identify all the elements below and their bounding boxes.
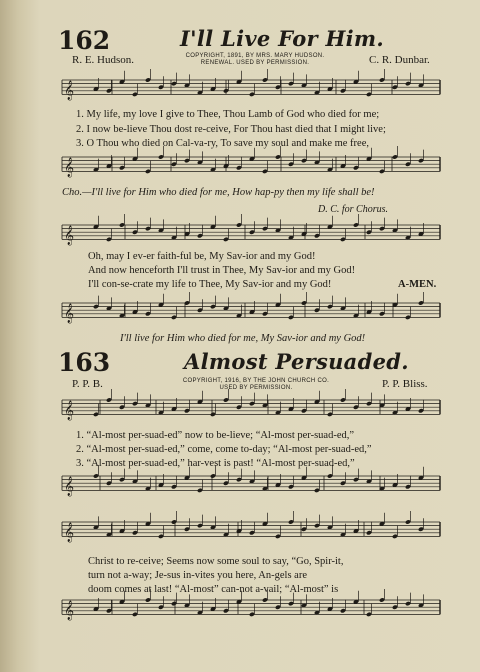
amen-text: A-MEN. <box>398 279 437 290</box>
author-credit: P. P. Bliss. <box>382 378 428 390</box>
verse-line: 3. O Thou who died on Cal-va-ry, To save my soul and make me free, <box>76 138 370 149</box>
clef-icon: 𝄞 <box>64 80 75 101</box>
hymn-title: Almost Persuaded. <box>184 349 409 374</box>
author-credit: C. R. Dunbar. <box>369 54 430 66</box>
verse-line: 1. “Al-most per-suad-ed” now to be-lieve; “Al-most per-suad-ed,” <box>76 430 355 441</box>
verse-line: 1. My life, my love I give to Thee, Thou Lamb of God who died for me; <box>76 109 380 120</box>
clef-icon: 𝄞 <box>64 400 75 421</box>
clef-icon: 𝄞 <box>64 225 75 246</box>
copyright-notice <box>178 378 334 391</box>
verse-line: turn not a-way; Je-sus in-vites you here, An-gels are <box>88 570 307 581</box>
chorus-line: I'll live for Him who died for me, My Sav-ior and my God! <box>120 333 366 344</box>
verse-line: doom comes at last! “Al-most” can-not a-vail; “Al-most” is <box>88 584 339 595</box>
verse-line: 2. I now be-lieve Thou dost re-ceive, For Thou hast died that I might live; <box>76 124 386 135</box>
copyright-line: COPYRIGHT, 1891, BY MRS. MARY HUDSON. <box>185 53 325 59</box>
verse-line: And now henceforth I'll trust in Thee, My Sav-ior and my God! <box>88 265 356 276</box>
copyright-line: USED BY PERMISSION. <box>219 384 293 391</box>
composer-credit: R. E. Hudson. <box>72 54 135 66</box>
verse-line: Oh, may I ev-er faith-ful be, My Sav-ior and my God! <box>88 251 316 262</box>
verse-line: 2. “Al-most per-suad-ed,” come, come to-day; “Al-most per-suad-ed,” <box>76 444 372 455</box>
clef-icon: 𝄞 <box>64 600 75 621</box>
copyright-line: RENEWAL. USED BY PERMISSION. <box>200 59 310 66</box>
verse-line: 3. “Al-most per-suad-ed,” har-vest is past! “Al-most per-suad-ed,” <box>76 458 355 469</box>
copyright-line: COPYRIGHT, 1916, BY THE JOHN CHURCH CO. <box>182 378 330 384</box>
clef-icon: 𝄞 <box>64 522 75 543</box>
verse-line: I'll con-se-crate my life to Thee, My Sav-ior and my God! <box>88 279 332 290</box>
clef-icon: 𝄞 <box>64 476 75 497</box>
clef-icon: 𝄞 <box>64 157 75 178</box>
verse-line: Christ to re-ceive; Seems now some soul to say, “Go, Spir-it, <box>88 556 344 567</box>
composer-credit: P. P. B. <box>72 378 103 390</box>
chorus-line: Cho.—I'll live for Him who died for me, How hap-py then my life shall be! <box>62 187 375 198</box>
clef-icon: 𝄞 <box>64 303 75 324</box>
hymn-title: I'll Live For Him. <box>180 26 385 51</box>
copyright-notice <box>180 53 330 66</box>
hymn-number: 163 <box>58 348 111 377</box>
dc-direction: D. C. for Chorus. <box>318 204 389 215</box>
hymn-number: 162 <box>58 26 111 55</box>
